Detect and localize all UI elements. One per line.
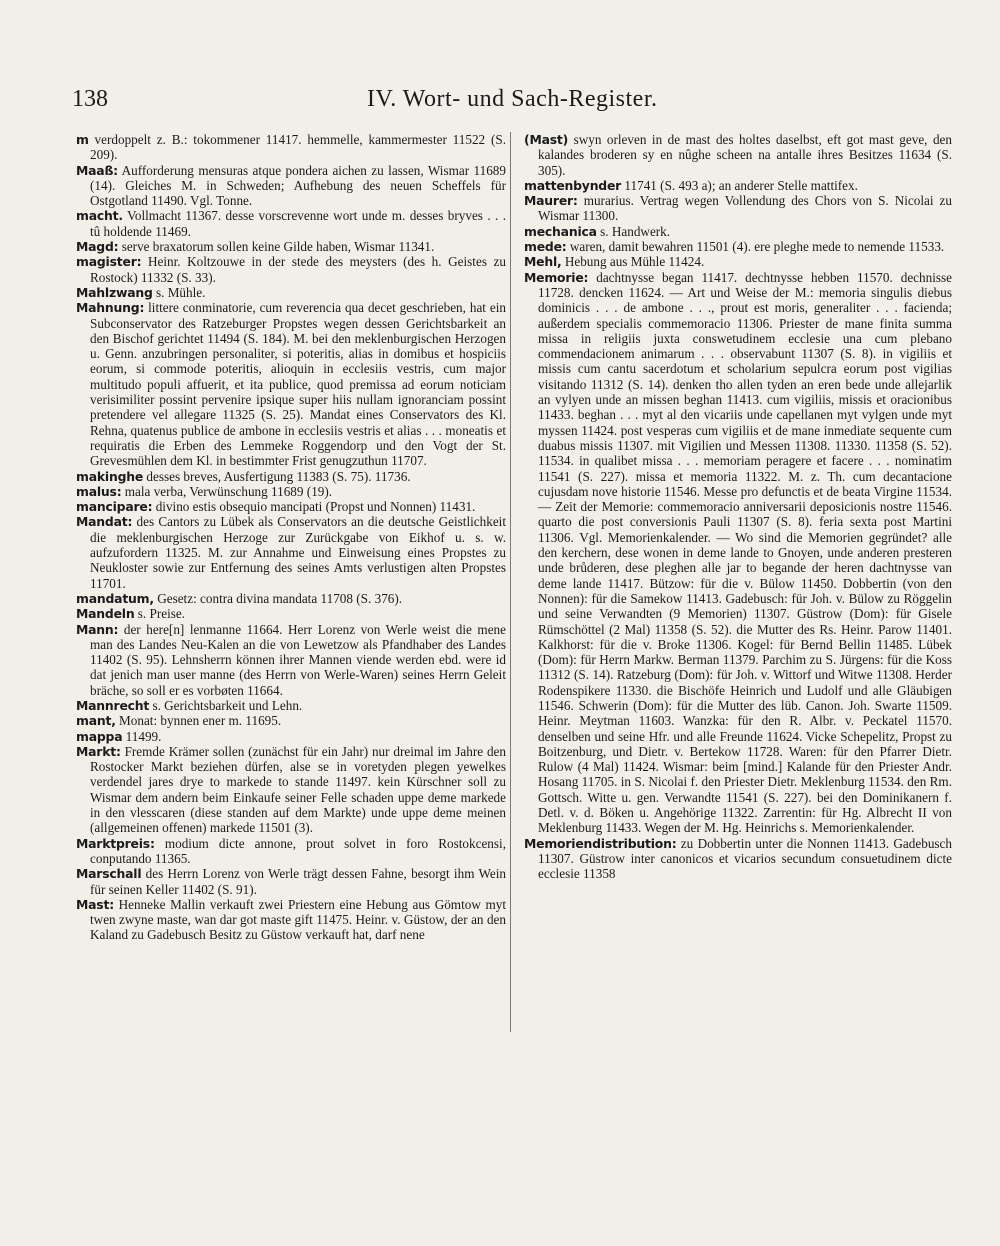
running-title: IV. Wort- und Sach-Register. xyxy=(367,86,658,112)
entry-head-word: Marktpreis: xyxy=(76,835,155,851)
entry-text: 11499. xyxy=(122,728,162,744)
entry-head-word: mattenbynder xyxy=(524,177,622,193)
entry-head-word: magister: xyxy=(76,254,142,270)
entry-text: zu Dobbertin unter die Nonnen 11413. Gadebusch 11307. Güstrow inter canonicos et vicarios secundum consuetudinem dicte ecclesie 11358 xyxy=(538,835,952,882)
register-entry xyxy=(76,729,506,744)
register-entry xyxy=(76,606,506,621)
entry-text: verdoppelt z. B.: tokommener 11417. hemmelle, kammermester 11522 (S. 209). xyxy=(88,132,506,163)
register-entry xyxy=(76,698,506,713)
entry-head-word: (Mast) xyxy=(524,132,569,147)
entry-text: waren, damit bewahren 11501 (4). ere pleghe mede to nemende 11533. xyxy=(566,239,945,255)
entry-head-word: Magd: xyxy=(76,239,119,255)
entry-text: s. Handwerk. xyxy=(596,223,671,239)
register-entry xyxy=(76,836,506,867)
register-entry xyxy=(76,744,506,836)
entry-text: divino estis obsequio mancipati (Propst und Nonnen) 11431. xyxy=(152,499,476,515)
entry-text: murarius. Vertrag wegen Vollendung des Chors von S. Nicolai zu Wismar 11300. xyxy=(538,193,952,224)
register-entry xyxy=(76,239,506,254)
entry-text: modium dicte annone, prout solvet in foro Rostokcensi, conputando 11365. xyxy=(90,835,506,866)
register-entry xyxy=(524,239,952,254)
register-entry xyxy=(76,866,506,897)
register-entry xyxy=(76,713,506,728)
entry-text: Gesetz: contra divina mandata 11708 (S. 376). xyxy=(153,590,403,606)
entry-head-word: macht. xyxy=(76,208,123,224)
left-column xyxy=(76,132,506,943)
entry-text: s. Gerichtsbarkeit und Lehn. xyxy=(149,697,303,713)
register-entry xyxy=(76,499,506,514)
entry-text: s. Mühle. xyxy=(152,284,206,300)
register-entry xyxy=(76,163,506,209)
entry-head-word: Memoriendistribution: xyxy=(524,835,677,851)
entry-text: dachtnysse began 11417. dechtnysse hebben 11570. dechnisse 11728. dencken 11624. — Art und Weise der M.: memoria singulis diebus dominicis . . . de ambone . . ., prout est moris, generaliter . . . facienda; außerdem specialis commemoracio 11306. Priester de mane finita summa missa in religiis juxta conswetudinem ecclesie una cum plebano commendacionem animarum . . . observabunt 11307 (S. 8). in vigiliis et missis cum cantu sacerdotum et scholarium sepulcra eorum post vigilias visitando 11312 (S. 14). denken tho allen tyden an eren bede unde allejarlik an vylyen unde an missen beghan 11413. cum vigiliis, missis et oracionibus 11433. beghan . . . myt al den vicariis unde capellanen myt vylgen unde myt myssen 11424. post vesperas cum vigiliis et de mane inmediate sequente cum duabus missis 11307. mit Vigilien und Messen 11308. 11330. 11358 (S. 52). 11534. in qualibet missa . . . memoriam peragere et facere . . . nominatim 11541 (S. 227). missa et memoria 11322. M. z. Th. cum decantacione cujusdam nove historie 11546. Messe pro defunctis et de beata Virgine 11534. — Zeit der Memorie: commemoracio anniversarii deposicionis nostre 11546. quarto die post conversionis Pauli 11307 (S. 8). feria sexta post Martini 11306. Vgl. Memorienkalender. — Wo sind die Memorien gegründet? alle den kerchern, dese wonen in deme lande to Gnoyen, unde anderen presteren unde brůderen, dese pleghen alle jar to begande der heren dachtnysse van deme lande 11417. Bützow: für die v. Bülow 11450. Dobbertin (von den Nonnen): für die Samekow 11413. Gadebusch: für Joh. v. Bülow zu Röggelin und seine Verwandten (9 Memorien) 11307. Güstrow (Dom): für Gisele Rümschöttel (2 Mal) 11358 (S. 52). die Mutter des Rs. Heinr. Parow 11401. Kalkhorst: für die v. Broke 11306. Kogel: für Bernd Bellin 11485. Lübek (Dom): für Herrn Markw. Berman 11379. Parchim zu S. Jürgens: für die Koss 11312 (S. 14). Ratzeburg (Dom): für Joh. v. Wittorf und Witwe 11308. Herder Rodenspikere 11330. die Bischöfe Heinrich und Ludolf und alle Gläubigen 11546. Schwerin (Dom): für die Mutter des lüb. Canon. Joh. Swarte 11509. Heinr. Meytman 11603. Wanzka: für den R. Albr. v. Peckatel 11570. denselben und seine Hfr. und alle Freunde 11624. Vicke Schepelitz, Propst zu Boitzenburg, und Dietr. v. Bertekow 11728. Waren: für den Pfarrer Dietr. Rulow (4 Mal) 11424. Wismar: beim [mind.] Kalande für den Priester Andr. Hosang 11705. in S. Nicolai f. den Priester Dietr. Meklenburg 11534. den Rm. Gottsch. Witte u. gen. Verwandte 11541 (S. 227). bei den Dominikanern f. Detl. v. d. Böken u. Angehörige 11322. Zarrentin: für Hg. Albrecht II von Meklenburg 11433. Wegen der M. Hg. Heinrichs s. Memorienkalender. xyxy=(538,269,952,836)
register-entry xyxy=(524,270,952,836)
register-entry xyxy=(76,208,506,239)
register-entry xyxy=(524,178,952,193)
entry-text: 11741 (S. 493 a); an anderer Stelle mattifex. xyxy=(621,177,858,193)
register-entry xyxy=(524,132,952,178)
entry-text: Hebung aus Mühle 11424. xyxy=(561,254,705,270)
entry-head-word: Mast: xyxy=(76,896,114,912)
entry-text: littere conminatorie, cum reverencia qua decet geschrieben, hat ein Subconservator des Ratzeburger Propstes wegen dessen Gerichtsbarkeit an den Bischof gerichtet 11494 (S. 184). M. bei den meklenburgischen Herzogen u. Genn. anzubringen personaliter, si poteritis, alias in domibus et hospiciis eorum, si commode poteritis, alioquin in ecclesiis vestris, cum major multitudo populi affuerit, et ita publice, quod premissa ad eorum noticiam verisimiliter possint pervenire ipsique super hiis nullam ignoranciam possint pretendere vel allegare 11325 (S. 25). Mandat eines Conservators des Kl. Rehna, quatenus publice de ambone in ecclesiis vestris et alias . . . moneatis et requiratis die Erben des Lemmeke Roggendorp und den Vogt der St. Grevesmühlen dem Kl. in bestimmter Frist genugzuthun 11707. xyxy=(90,300,506,469)
register-entry xyxy=(76,897,506,943)
entry-text: Monat: bynnen ener m. 11695. xyxy=(115,713,282,729)
entry-head-word: malus: xyxy=(76,483,122,499)
register-entry xyxy=(76,469,506,484)
entry-text: der here[n] lenmanne 11664. Herr Lorenz von Werle weist die mene man des Landes Neu-Kalen an die von Lewetzow als Pfandhaber des Landes 11402 (S. 95). Lehnsherrn können ihrer Mannen viende werden ebd. were id dat jenich man user manne (des Herrn von Werle-Waren) seines Herrn Geleit bräche, so soll er es vorbøten 11664. xyxy=(90,621,506,698)
entry-text: swyn orleven in de mast des holtes daselbst, eft got mast geve, den kalandes broderen sy en nûghe scheen na antalle ihres Besitzes 11634 (S. 305). xyxy=(538,132,952,178)
column-divider xyxy=(510,132,511,1032)
entry-text: s. Preise. xyxy=(134,606,186,622)
register-entry xyxy=(524,193,952,224)
entry-text: Aufforderung mensuras atque pondera aichen zu lassen, Wismar 11689 (14). Gleiches M. in Schweden; Aufhebung des neuen Scheffels für Ostgotland 11490. Vgl. Tonne. xyxy=(90,162,506,209)
register-entry xyxy=(76,514,506,590)
entry-head-word: mechanica xyxy=(524,223,597,239)
entry-head-word: mandatum, xyxy=(76,590,154,606)
register-entry xyxy=(524,836,952,882)
entry-head-word: Marschall xyxy=(76,866,142,882)
entry-text: desses breves, Ausfertigung 11383 (S. 75). 11736. xyxy=(143,468,411,484)
entry-head-word: mappa xyxy=(76,728,123,744)
register-entry xyxy=(76,622,506,698)
entry-text: des Herrn Lorenz von Werle trägt dessen Fahne, besorgt ihm Wein für seinen Keller 11402 (S. 91). xyxy=(90,866,506,897)
entry-head-word: Mandat: xyxy=(76,514,133,530)
register-entry xyxy=(524,224,952,239)
register-entry xyxy=(76,254,506,285)
entry-head-word: mede: xyxy=(524,239,567,255)
entry-head-word: m xyxy=(76,132,89,147)
entry-head-word: Mahlzwang xyxy=(76,284,153,300)
entry-head-word: Markt: xyxy=(76,743,121,759)
entry-text: Heinr. Koltzouwe in der stede des meysters (des h. Geistes zu Rostock) 11332 (S. 33). xyxy=(90,254,506,285)
entry-head-word: Mandeln xyxy=(76,606,135,622)
entry-head-word: mant, xyxy=(76,713,116,729)
entry-head-word: Mannrecht xyxy=(76,697,150,713)
register-entry xyxy=(76,591,506,606)
entry-text: des Cantors zu Lübek als Conservators an die deutsche Geistlichkeit die meklenburgischen Herzoge zur Zurückgabe von Eikhof u. s. w. aufzufordern 11325. M. zur Annahme und Einweisung eines Propstes zu Neukloster sowie zur Entfernung des seines Amts verlustigen alten Propstes 11701. xyxy=(90,514,506,591)
page-header xyxy=(72,86,952,122)
entry-text: Vollmacht 11367. desse vorscrevenne wort unde m. desses bryves . . . tû holdende 11469. xyxy=(90,208,506,239)
entry-text: Henneke Mallin verkauft zwei Priestern eine Hebung aus Gömtow myt twen zwyne maste, wan dar got maste gift 11475. Heinr. v. Güstow, der an den Kaland zu Gadebusch Besitz zu Güstow verkauft hat, darf nene xyxy=(90,896,506,943)
entry-text: mala verba, Verwünschung 11689 (19). xyxy=(121,483,333,499)
page-number: 138 xyxy=(72,86,108,112)
entry-head-word: mancipare: xyxy=(76,499,153,515)
register-entry xyxy=(524,254,952,269)
register-entry xyxy=(76,300,506,468)
register-entry xyxy=(76,132,506,163)
entry-head-word: Mehl, xyxy=(524,254,562,270)
entry-head-word: Mahnung: xyxy=(76,300,145,316)
entry-head-word: Memorie: xyxy=(524,269,589,285)
entry-text: Fremde Krämer sollen (zunächst für ein Jahr) nur dreimal im Jahre den Rostocker Markt beziehen dürfen, alse se in voretyden plegen yewelkes verdendel jares drye to markede to stande 11497. kein Kürschner soll zu Wismar dem andern beim Einkaufe seiner Felle schaden uppe deme markede in den vlesscaren (diese standen auf dem Markte) unde uppe deme meinen (allgemeinen offenen) markede 11501 (3). xyxy=(90,743,506,836)
entry-head-word: makinghe xyxy=(76,468,144,484)
entry-head-word: Maaß: xyxy=(76,162,118,178)
entry-text: serve braxatorum sollen keine Gilde haben, Wismar 11341. xyxy=(118,239,435,255)
register-entry xyxy=(76,484,506,499)
entry-head-word: Maurer: xyxy=(524,193,578,209)
entry-head-word: Mann: xyxy=(76,621,119,637)
right-column xyxy=(524,132,952,882)
register-entry xyxy=(76,285,506,300)
